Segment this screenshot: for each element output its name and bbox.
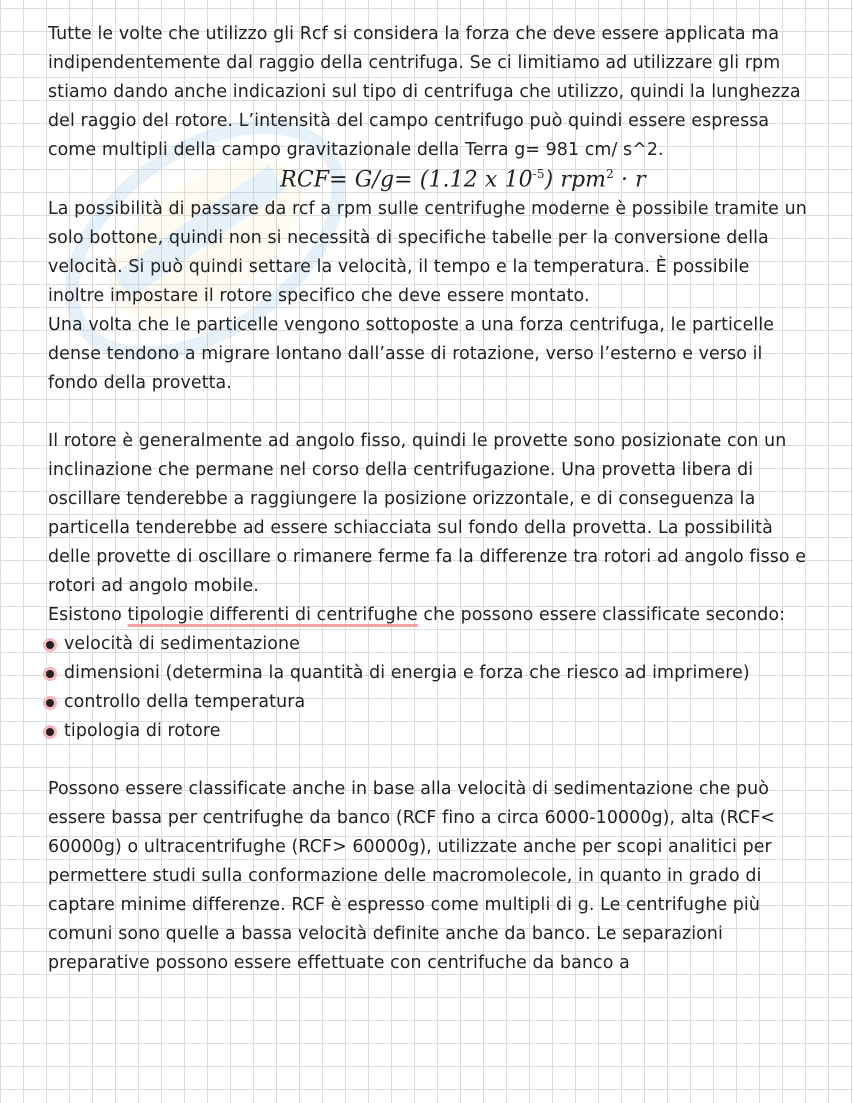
paragraph-gap	[48, 398, 808, 427]
formula-rhs-a: ) rpm	[544, 167, 607, 193]
paragraph-centrifuge-types	[48, 601, 808, 630]
document-page	[48, 20, 808, 978]
paragraph-rcf-intro: Tutte le volte che utilizzo gli Rcf si considera la forza che deve essere applicata ma indipendentemente dal raggio della centrifuga. Se ci limitiamo ad utilizzare gli rpm stiamo dando anche indicazioni sul tipo di centrifuga che utilizzo, quindi la lunghezza del raggio del rotore. L’intensità del campo centrifugo può quindi essere espressa come multipli della campo gravitazionale della Terra g= 981 cm/ s^2.	[48, 24, 801, 160]
paragraph-rcf-rpm-conversion: La possibilità di passare da rcf a rpm sulle centrifughe moderne è possibile tramite un solo bottone, quindi non si necessità di specifiche tabelle per la conversione della velocità. Si può quindi settare la velocità, il tempo e la temperatura. È possibile inoltre impostare il rotore specifico che deve essere montato.	[48, 199, 807, 306]
bullet-icon	[43, 725, 57, 739]
bullet-icon	[43, 696, 57, 710]
list-item	[48, 688, 808, 717]
list-item	[48, 659, 808, 688]
types-highlight: tipologie differenti di centrifughe	[127, 605, 418, 625]
paragraph-sedimentation-speed: Possono essere classificate anche in base alla velocità di sedimentazione che può essere bassa per centrifughe da banco (RCF fino a circa 6000-10000g), alta (RCF< 60000g) o ultracentrifughe (RCF> 60000g), utilizzate anche per scopi analitici per permettere studi sulla conformazione delle macromolecole, in quanto in grado di captare minime differenze. RCF è espresso come multipli di g. Le centrifughe più comuni sono quelle a bassa velocità definite anche da banco. Le separazioni preparative possono essere effettuate con centrifuche da banco a	[48, 779, 775, 973]
paragraph-gap	[48, 746, 808, 775]
formula-exponent: -5	[532, 167, 545, 181]
bullet-icon	[43, 638, 57, 652]
list-item-text: velocità di sedimentazione	[64, 634, 300, 654]
types-intro-after: che possono essere classificate secondo:	[417, 605, 786, 625]
formula-rpm-exponent: 2	[606, 167, 614, 181]
list-item-text: controllo della temperatura	[64, 692, 306, 712]
list-item	[48, 717, 808, 746]
classification-list	[48, 630, 808, 746]
list-item-text: dimensioni (determina la quantità di energia e forza che riesco ad imprimere)	[64, 663, 750, 683]
formula-rhs-b: · r	[613, 167, 646, 193]
formula-lhs: RCF= G/g= (1.12 x 10	[280, 167, 533, 193]
paragraph-particle-migration: Una volta che le particelle vengono sottoposte a una forza centrifuga, le particelle dense tendono a migrare lontano dall’asse di rotazione, verso l’esterno e verso il fondo della provetta.	[48, 315, 775, 393]
list-item-text: tipologia di rotore	[64, 721, 221, 741]
paragraph-fixed-angle-rotor: Il rotore è generalmente ad angolo fisso, quindi le provette sono posizionate con un inclinazione che permane nel corso della centrifugazione. Una provetta libera di oscillare tenderebbe a raggiungere la posizione orizzontale, e di conseguenza la particella tenderebbe ad essere schiacciata sul fondo della provetta. La possibilità delle provette di oscillare o rimanere ferme fa la differenze tra rotori ad angolo fisso e rotori ad angolo mobile.	[48, 431, 807, 596]
bullet-icon	[43, 667, 57, 681]
list-item	[48, 630, 808, 659]
types-intro-before: Esistono	[48, 605, 128, 625]
